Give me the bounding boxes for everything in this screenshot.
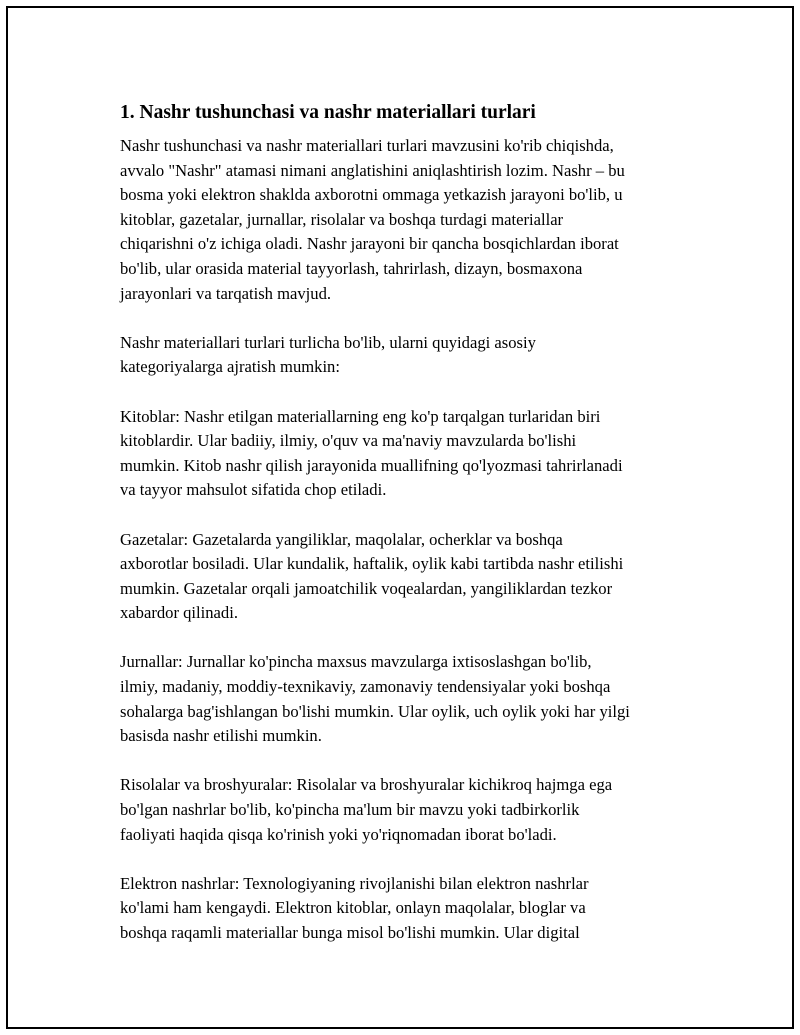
- text-line: Gazetalar: Gazetalarda yangiliklar, maqolalar, ocherklar va boshqa: [120, 529, 563, 549]
- text-line: chiqarishni o'z ichiga oladi. Nashr jarayoni bir qancha bosqichlardan iborat: [120, 234, 619, 254]
- text-line: kategoriyalarga ajratish mumkin:: [120, 357, 340, 377]
- text-line: kitoblar, gazetalar, jurnallar, risolalar va boshqa turdagi materiallar: [120, 209, 564, 229]
- text-line: axborotlar bosiladi. Ular kundalik, haftalik, oylik kabi tartibda nashr etilishi: [120, 554, 624, 574]
- text-line: bosma yoki elektron shaklda axborotni ommaga yetkazish jarayoni bo'lib, u: [120, 185, 623, 205]
- text-line: Jurnallar: Jurnallar ko'pincha maxsus mavzularga ixtisoslashgan bo'lib,: [120, 652, 592, 672]
- text-line: avvalo "Nashr" atamasi nimani anglatishini aniqlashtirish lozim. Nashr – bu: [120, 160, 625, 180]
- text-line: Nashr tushunchasi va nashr materiallari turlari mavzusini ko'rib chiqishda,: [120, 136, 614, 155]
- text-line: mumkin. Gazetalar orqali jamoatchilik voqealardan, yangiliklardan tezkor: [120, 578, 613, 598]
- paragraph: [120, 405, 700, 503]
- text-line: ilmiy, madaniy, moddiy-texnikaviy, zamonaviy tendensiyalar yoki boshqa: [120, 677, 611, 697]
- text-line: mumkin. Kitob nashr qilish jarayonida muallifning qo'lyozmasi tahrirlanadi: [120, 455, 623, 475]
- text-line: sohalarga bag'ishlangan bo'lishi mumkin. Ular oylik, uch oylik yoki har yilgi: [120, 701, 630, 721]
- text-line: bo'lib, ular orasida material tayyorlash, tahrirlash, dizayn, bosmaxona: [120, 258, 583, 278]
- paragraph: [120, 872, 700, 946]
- text-line: jarayonlari va tarqatish mavjud.: [120, 283, 332, 303]
- section-heading: 1. Nashr tushunchasi va nashr materiallari turlari: [120, 102, 536, 123]
- text-line: bo'lgan nashrlar bo'lib, ko'pincha ma'lum bir mavzu yoki tadbirkorlik: [120, 800, 580, 820]
- paragraph-list: [120, 134, 700, 946]
- text-line: boshqa raqamli materiallar bunga misol bo'lishi mumkin. Ular digital: [120, 923, 580, 942]
- paragraph: [120, 773, 700, 847]
- text-line: ko'lami ham kengaydi. Elektron kitoblar, onlayn maqolalar, bloglar va: [120, 898, 586, 918]
- document-body: [120, 100, 700, 970]
- paragraph: [120, 134, 700, 306]
- paragraph: [120, 528, 700, 626]
- document-page: [6, 6, 794, 1029]
- text-line: Kitoblar: Nashr etilgan materiallarning eng ko'p tarqalgan turlaridan biri: [120, 406, 601, 426]
- text-line: xabardor qilinadi.: [120, 603, 238, 623]
- paragraph: [120, 650, 700, 748]
- text-line: Nashr materiallari turlari turlicha bo'lib, ularni quyidagi asosiy: [120, 332, 536, 352]
- text-line: kitoblardir. Ular badiiy, ilmiy, o'quv va ma'naviy mavzularda bo'lishi: [120, 431, 577, 451]
- text-line: basisda nashr etilishi mumkin.: [120, 726, 322, 746]
- paragraph: [120, 331, 700, 380]
- text-line: va tayyor mahsulot sifatida chop etiladi.: [120, 480, 387, 500]
- text-line: faoliyati haqida qisqa ko'rinish yoki yo'riqnomadan iborat bo'ladi.: [120, 824, 557, 844]
- text-line: Risolalar va broshyuralar: Risolalar va broshyuralar kichikroq hajmga ega: [120, 775, 613, 795]
- text-line: Elektron nashrlar: Texnologiyaning rivojlanishi bilan elektron nashrlar: [120, 873, 589, 893]
